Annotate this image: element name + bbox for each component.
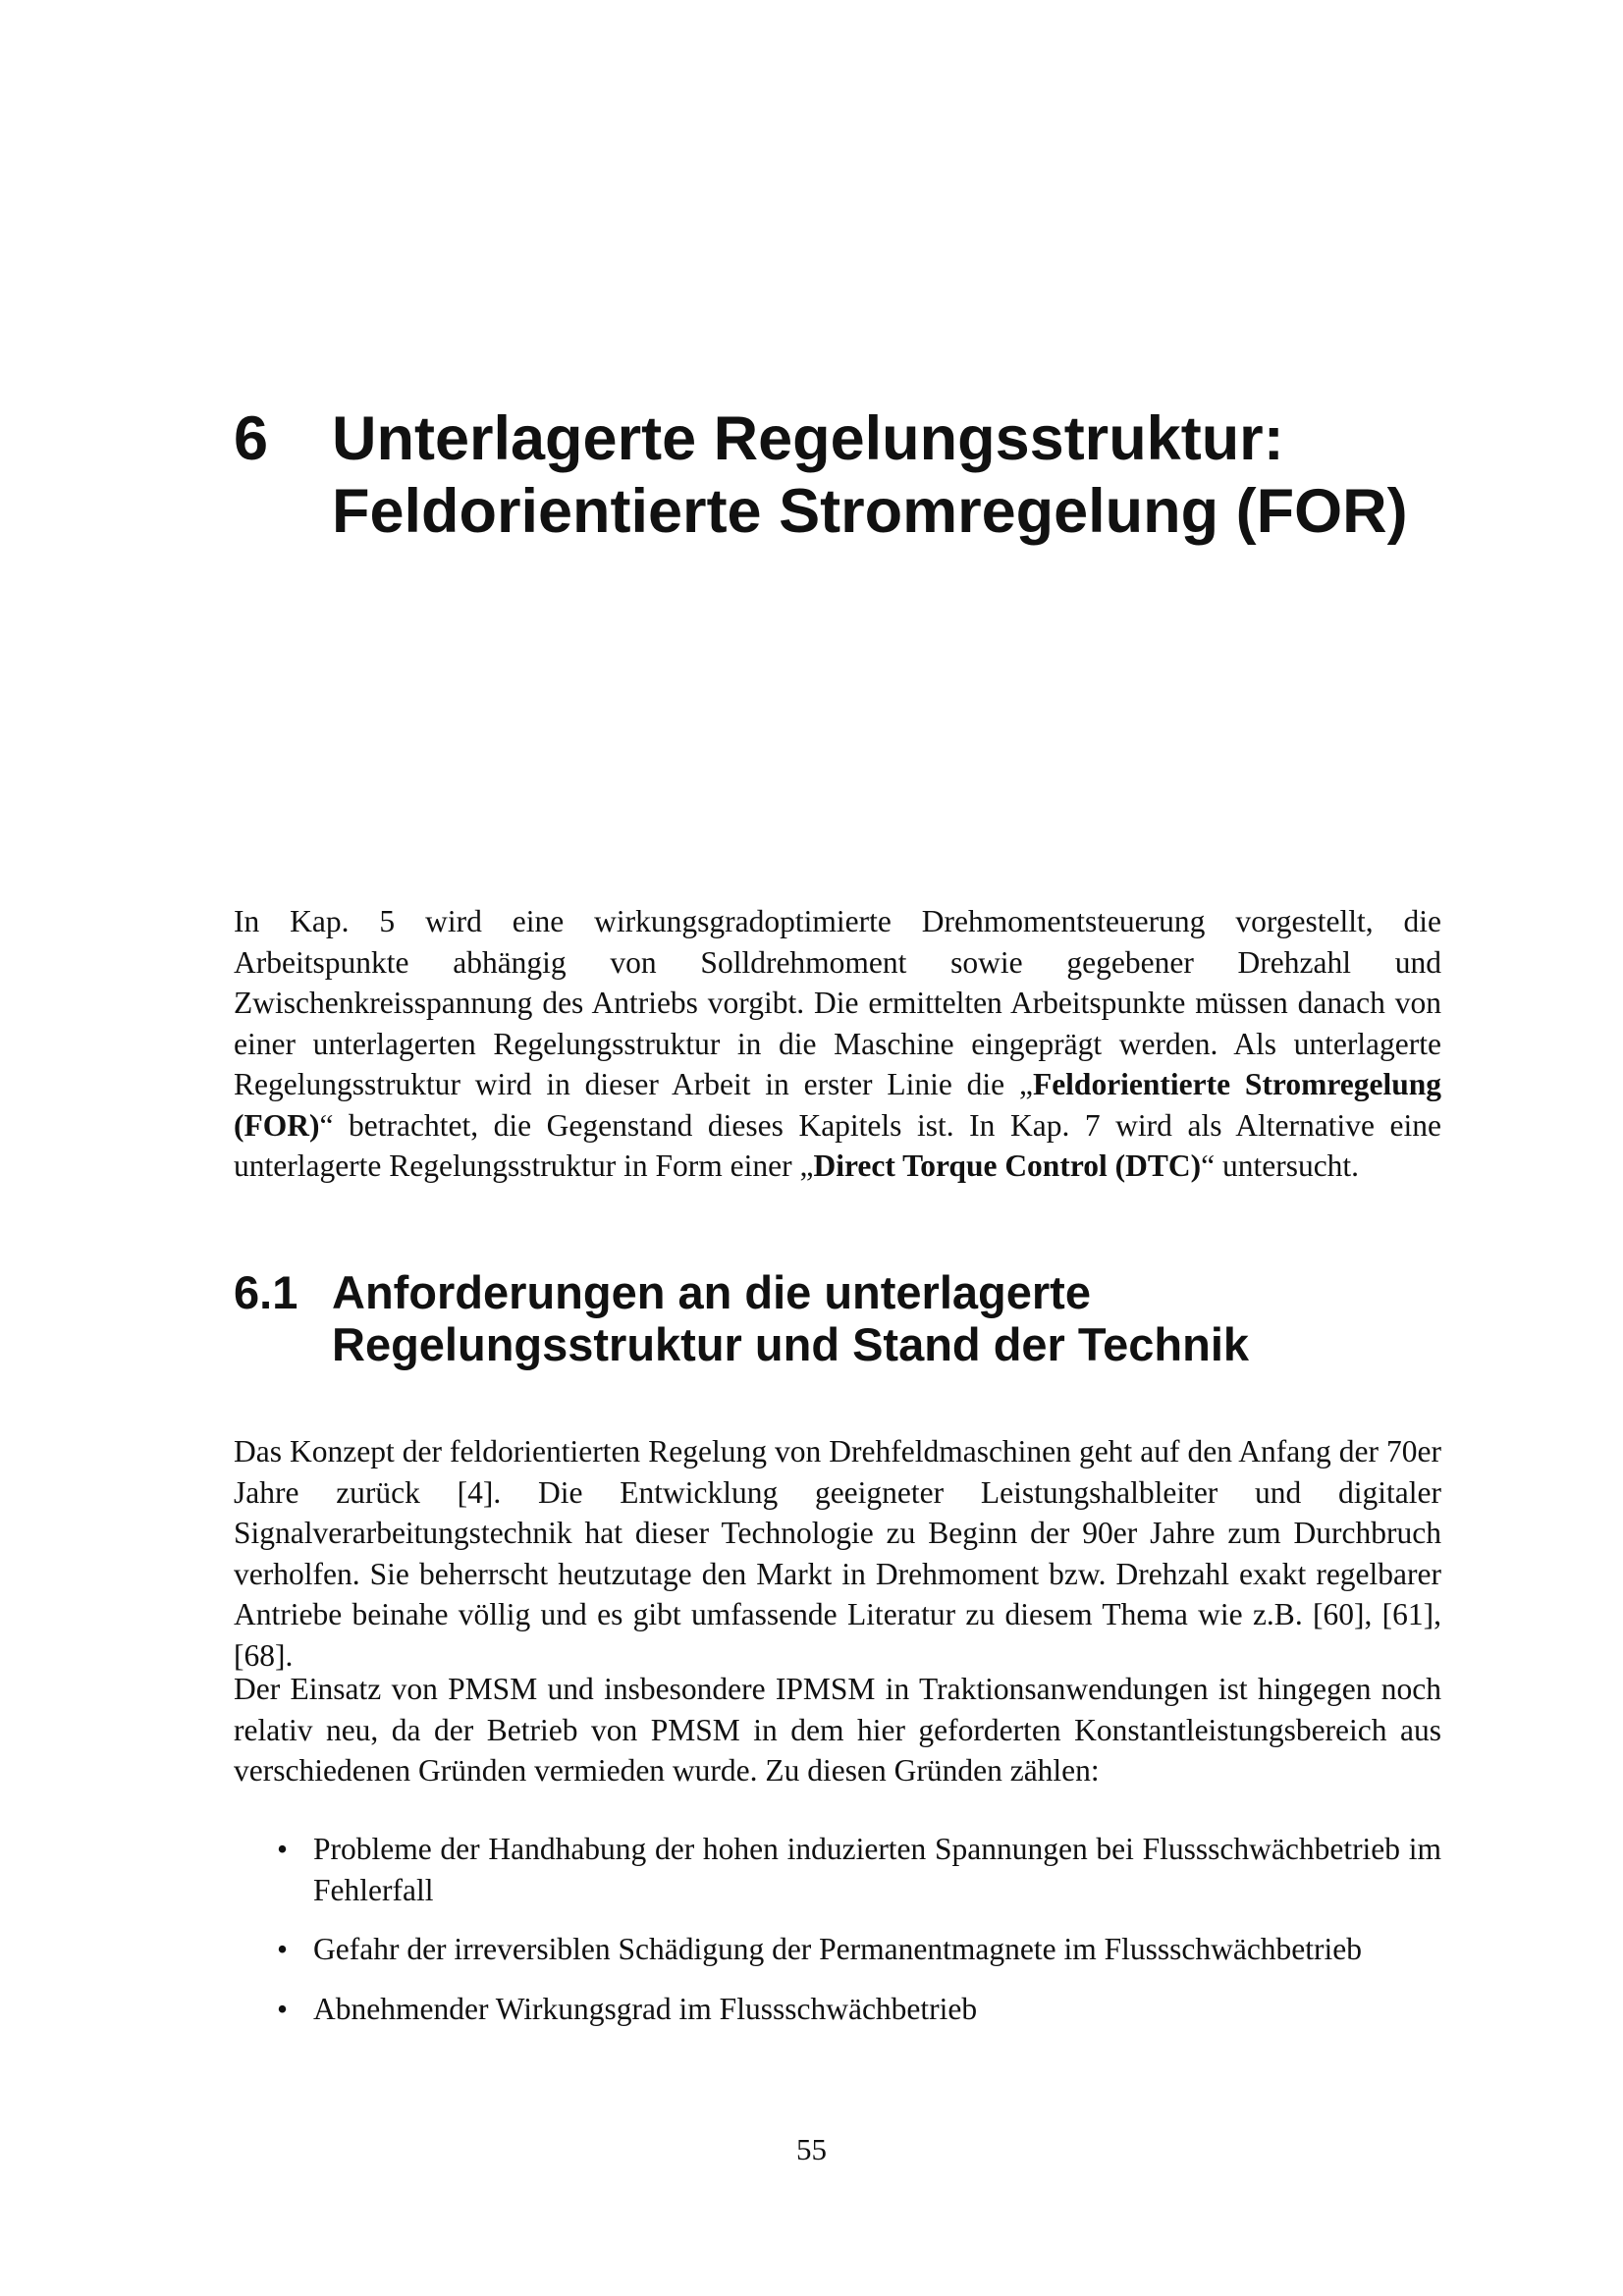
chapter-title: Unterlagerte Regelungsstruktur: Feldorientierte Stromregelung (FOR) (332, 404, 1408, 546)
bullet-icon: • (277, 1991, 289, 2026)
list-item-text: Probleme der Handhabung der hohen induzierten Spannungen bei Flussschwächbetrieb im Fehlerfall (313, 1832, 1441, 1907)
reasons-list (234, 1829, 1441, 2048)
intro-paragraph (234, 901, 1441, 1187)
section-heading (234, 1266, 1441, 1370)
list-item (234, 1989, 1441, 2030)
section-paragraph-1: Das Konzept der feldorientierten Regelung von Drehfeldmaschinen geht auf den Anfang der 70er Jahre zurück [4]. Die Entwicklung geeigneter Leistungshalbleiter und digitaler Signalverarbeitungstechnik hat dieser Technologie zu Beginn der 90er Jahre zum Durchbruch verholfen. Sie beherrscht heutzutage den Markt in Drehmoment bzw. Drehzahl exakt regelbarer Antriebe beinahe völlig und es gibt umfassende Literatur zu diesem Thema wie z.B. [60], [61], [68]. (234, 1434, 1441, 1673)
list-item-text: Abnehmender Wirkungsgrad im Flussschwächbetrieb (313, 1991, 978, 2026)
section-paragraph-2: Der Einsatz von PMSM und insbesondere IPMSM in Traktionsanwendungen ist hingegen noch relativ neu, da der Betrieb von PMSM in dem hier geforderten Konstantleistungsbereich aus verschiedenen Gründen vermieden wurde. Zu diesen Gründen zählen: (234, 1672, 1441, 1788)
intro-bold-dtc: Direct Torque Control (DTC) (813, 1148, 1202, 1183)
chapter-heading (234, 402, 1441, 548)
intro-text-3: “ untersucht. (1201, 1148, 1360, 1183)
bullet-icon: • (277, 1932, 289, 1966)
page-number: 55 (796, 2132, 827, 2166)
intro-text-2: “ betrachtet, die Gegenstand dieses Kapitels ist. In Kap. 7 wird als Alternative eine unterlagerte Regelungsstruktur in Form einer „ (234, 1107, 1441, 1183)
section-number: 6.1 (234, 1266, 298, 1318)
intro-bold-for: Feldorientierte Stromregelung (FOR) (234, 1067, 1441, 1143)
list-item-text: Gefahr der irreversiblen Schädigung der Permanentmagnete im Flussschwächbetrieb (313, 1932, 1363, 1966)
bullet-icon: • (277, 1832, 289, 1866)
chapter-number: 6 (234, 404, 269, 473)
intro-text-1: In Kap. 5 wird eine wirkungsgradoptimierte Drehmomentsteuerung vorgestellt, die Arbeitspunkte abhängig von Solldrehmoment sowie gegebener Drehzahl und Zwischenkreisspannung des Antriebs vorgibt. Die ermittelten Arbeitspunkte müssen danach von einer unterlagerten Regelungsstruktur in die Maschine eingeprägt werden. Als unterlagerte Regelungsstruktur wird in dieser Arbeit in erster Linie die „ (234, 904, 1441, 1101)
section-title: Anforderungen an die unterlagerte Regelungsstruktur und Stand der Technik (332, 1266, 1250, 1370)
list-item (234, 1829, 1441, 1910)
list-item (234, 1929, 1441, 1970)
